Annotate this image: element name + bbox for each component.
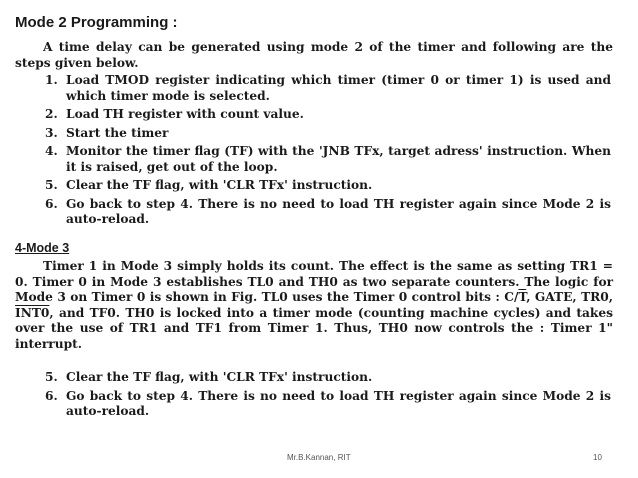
list-item: 6. Go back to step 4. There is no need to load TH register again since Mode 2 is auto-reload. (45, 388, 611, 418)
list-item: 1. Load TMOD register indicating which timer (timer 0 or timer 1) is used and which timer mode is selected. (45, 73, 611, 103)
footer-author: Mr.B.Kannan, RIT (287, 453, 351, 462)
overline-text: INT0 (15, 305, 50, 320)
section-heading-mode-2: Mode 2 Programming : (15, 14, 178, 31)
steps-list-repeat (45, 370, 611, 423)
steps-list-mode-2 (45, 73, 611, 231)
list-item: 5. Clear the TF flag, with 'CLR TFx' instruction. (45, 370, 373, 384)
overline-text: $\overline{T}$ (518, 290, 527, 304)
list-item: 5. Clear the TF flag, with 'CLR TFx' instruction. (45, 178, 373, 192)
mode3-paragraph: Timer 1 in Mode 3 simply holds its count. The effect is the same as setting TR1 = 0. Timer 0 in Mode 3 establishes TL0 and TH0 as two separate counters. The logic for Mode 3 on Timer 0 is shown in Fig. TL0 uses the Timer 0 control bits : $C/\overline{T}$, GATE, TR0, INT0, and TF0. TH0 is locked into a timer mode (counting machine cycles) and takes over the use of TR1 and TF1 from Timer 1. Thus, TH0 now controls the : Timer 1" interrupt. (15, 259, 613, 351)
section-heading-mode-3: 4-Mode 3 (15, 241, 70, 255)
list-item: 3. Start the timer (45, 125, 169, 140)
page-number: 10 (593, 453, 602, 462)
intro-paragraph: A time delay can be generated using mode 2 of the timer and following are the steps given below. (15, 40, 613, 70)
list-item: 2. Load TH register with count value. (45, 107, 304, 121)
list-item: 4. Monitor the timer flag (TF) with the 'JNB TFx, target adress' instruction. When it is raised, get out of the loop. (45, 144, 611, 174)
list-item: 6. Go back to step 4. There is no need to load TH register again since Mode 2 is auto-reload. (45, 196, 611, 226)
